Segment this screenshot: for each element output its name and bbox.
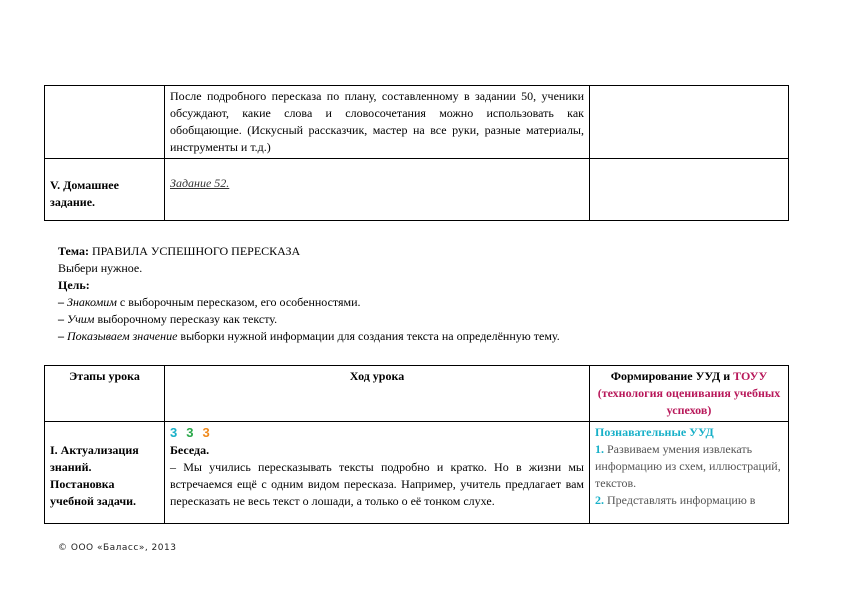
- header-uud: [590, 366, 789, 422]
- topic-block: [58, 243, 778, 345]
- uud-item: [595, 492, 783, 509]
- table-row: [45, 159, 789, 221]
- uud-item-text: Представлять информацию в: [604, 493, 756, 507]
- header-toou: ТОУУ: [733, 369, 768, 383]
- goal-item: [58, 311, 778, 328]
- homework-content-cell: [165, 159, 590, 221]
- header-stages: Этапы урока: [45, 366, 165, 422]
- lesson-content-cell: После подробного пересказа по плану, составленному в задании 50, ученики обсуждают, какие слова и словосочетания можно использовать как обобщающие. (Искусный рассказчик, мастер на все руки, разные материалы, инструменты и т.д.): [165, 86, 590, 159]
- goal-dash: –: [58, 329, 64, 343]
- table-row: [45, 86, 789, 159]
- goal-text: выборочному пересказу как тексту.: [94, 312, 278, 326]
- uud-item-number: 1.: [595, 442, 604, 456]
- uud-item: [595, 441, 783, 492]
- header-uud-prefix: Формирование УУД и: [610, 369, 734, 383]
- rating-numbers: [170, 424, 584, 442]
- topic-label: Тема:: [58, 244, 89, 258]
- rating-number: 3: [202, 425, 210, 440]
- stage-cell: [45, 86, 165, 159]
- uud-cell: [590, 86, 789, 159]
- goal-item: [58, 294, 778, 311]
- topic-title: ПРАВИЛА УСПЕШНОГО ПЕРЕСКАЗА: [91, 244, 301, 258]
- goal-text: выборки нужной информации для создания текста на определённую тему.: [177, 329, 560, 343]
- goal-dash: –: [58, 312, 64, 326]
- conversation-label: Беседа.: [170, 443, 210, 457]
- topic-subtitle: Выбери нужное.: [58, 261, 143, 275]
- lesson-content-cell: [165, 422, 590, 524]
- top-lesson-table: [44, 85, 789, 221]
- goal-text: с выборочным пересказом, его особенностями.: [116, 295, 361, 309]
- uud-item-text: Развиваем умения извлекать информацию из схем, иллюстраций, текстов.: [595, 442, 781, 490]
- goal-item: [58, 328, 778, 345]
- uud-item-number: 2.: [595, 493, 604, 507]
- stage-cell: [45, 422, 165, 524]
- header-toou-explanation: (технология оценивания учебных успехов): [597, 386, 781, 417]
- homework-stage-cell: V. Домашнее задание.: [45, 159, 165, 221]
- goal-emphasis: Учим: [67, 312, 95, 326]
- homework-task-link[interactable]: Задание 52.: [170, 176, 230, 190]
- uud-cell: [590, 159, 789, 221]
- uud-title: Познавательные УУД: [595, 425, 714, 439]
- goal-label: Цель:: [58, 278, 90, 292]
- lesson-plan-table: [44, 365, 789, 524]
- copyright-footer: © ООО «Баласс», 2013: [58, 543, 177, 553]
- stage-line: Постановка учебной задачи.: [50, 477, 137, 508]
- stage-line: I. Актуализация знаний.: [50, 443, 139, 474]
- conversation-text: – Мы учились пересказывать тексты подробно и кратко. Но в жизни мы встречаемся ещё с одним видом пересказа. Например, учитель предлагает вам пересказать не весь текст о лошади, а только о её тонком слухе.: [170, 460, 584, 508]
- table-header-row: [45, 366, 789, 422]
- table-row: [45, 422, 789, 524]
- goal-emphasis: Знакомим: [67, 295, 117, 309]
- rating-number: 3: [186, 425, 194, 440]
- rating-number: 3: [170, 425, 178, 440]
- header-course: Ход урока: [165, 366, 590, 422]
- uud-cell: [590, 422, 789, 524]
- goal-dash: –: [58, 295, 64, 309]
- topic-line: [58, 243, 778, 260]
- goal-emphasis: Показываем значение: [67, 329, 178, 343]
